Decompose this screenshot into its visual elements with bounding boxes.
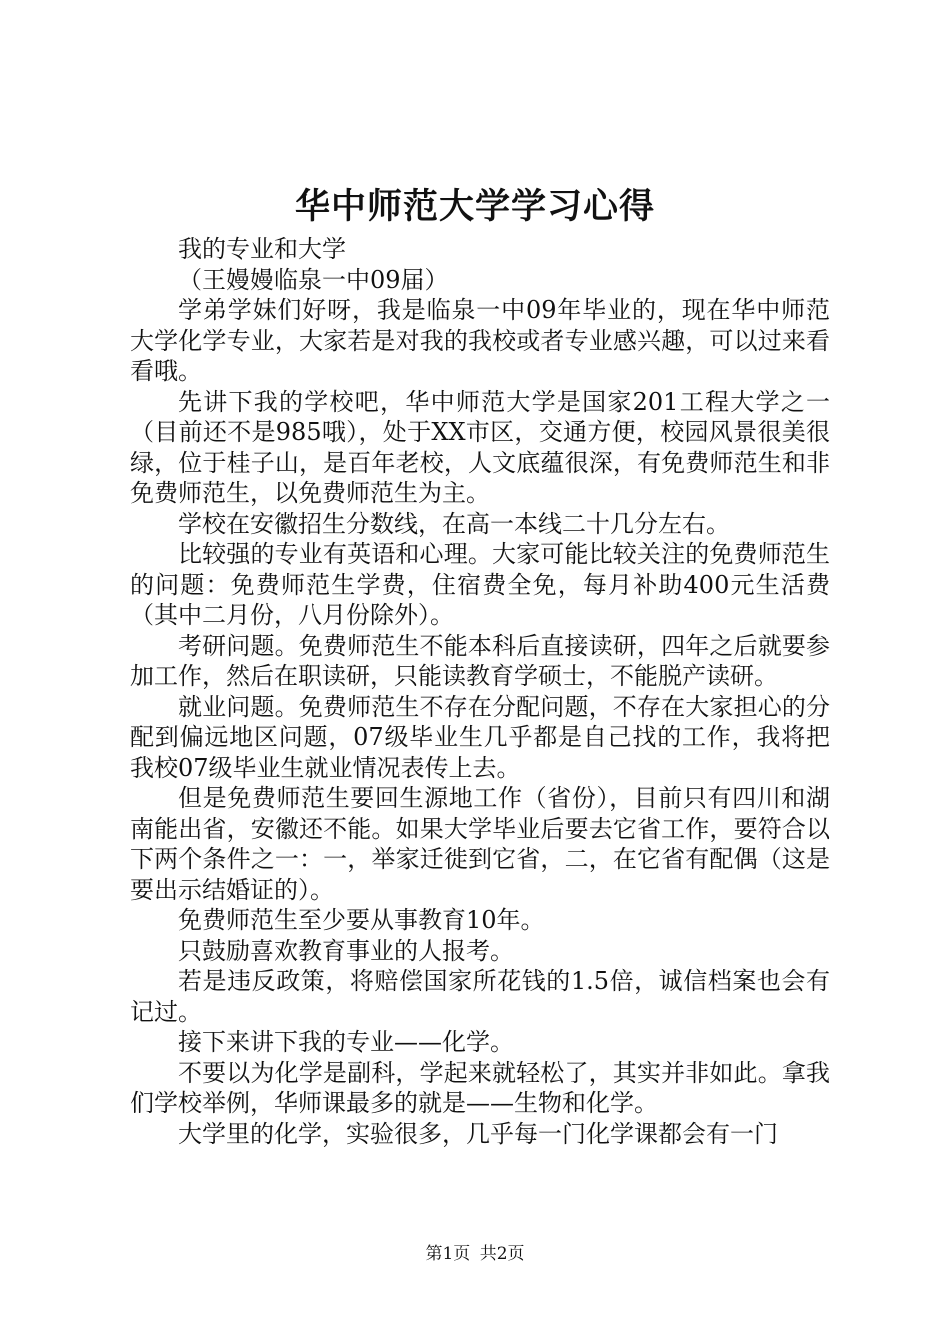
paragraph-author: （王嫚嫚临泉一中09届） — [178, 265, 449, 294]
paragraph: 若是违反政策，将赔偿国家所花钱的1.5倍，诚信档案也会有记过。 — [130, 967, 830, 1026]
paragraph: 接下来讲下我的专业——化学。 — [178, 1028, 514, 1056]
document-title: 华中师范大学学习心得 — [294, 186, 655, 227]
paragraph: 就业问题。免费师范生不存在分配问题，不存在大家担心的分配到偏远地区问题，07级毕业生几乎都是自己找的工作，我将把我校07级毕业生就业情况表传上去。 — [130, 692, 830, 782]
paragraph: 学校在安徽招生分数线，在高一本线二十几分左右。 — [178, 509, 730, 538]
paragraph: 大学里的化学，实验很多，几乎每一门化学课都会有一门 — [178, 1119, 778, 1148]
page-number-footer: 第1页 共2页 — [425, 1244, 525, 1264]
paragraph: 学弟学妹们好呀，我是临泉一中09年毕业的，现在华中师范大学化学专业，大家若是对我的我校或者专业感兴趣，可以过来看看哦。 — [130, 296, 830, 385]
paragraph: 比较强的专业有英语和心理。大家可能比较关注的免费师范生的问题：免费师范生学费，住宿费全免，每月补助400元生活费（其中二月份，八月份除外）。 — [130, 540, 830, 629]
paragraph: 免费师范生至少要从事教育10年。 — [178, 906, 545, 934]
paragraph: 考研问题。免费师范生不能本科后直接读研，四年之后就要参加工作，然后在职读研，只能读教育学硕士，不能脱产读研。 — [130, 631, 830, 690]
paragraph: 只鼓励喜欢教育事业的人报考。 — [178, 936, 514, 965]
paragraph: 不要以为化学是副科，学起来就轻松了，其实并非如此。拿我们学校举例，华师课最多的就是——生物和化学。 — [130, 1058, 830, 1117]
paragraph-subtitle: 我的专业和大学 — [178, 235, 346, 263]
document-body — [130, 234, 830, 1149]
paragraph: 但是免费师范生要回生源地工作（省份），目前只有四川和湖南能出省，安徽还不能。如果大学毕业后要去它省工作，要符合以下两个条件之一：一，举家迁徙到它省，二，在它省有配偶（这是要出示结婚证的）。 — [130, 784, 830, 904]
paragraph: 先讲下我的学校吧，华中师范大学是国家201工程大学之一（目前还不是985哦），处于XX市区，交通方便，校园风景很美很绿，位于桂子山，是百年老校，人文底蕴很深，有免费师范生和非免费师范生，以免费师范生为主。 — [130, 387, 830, 507]
